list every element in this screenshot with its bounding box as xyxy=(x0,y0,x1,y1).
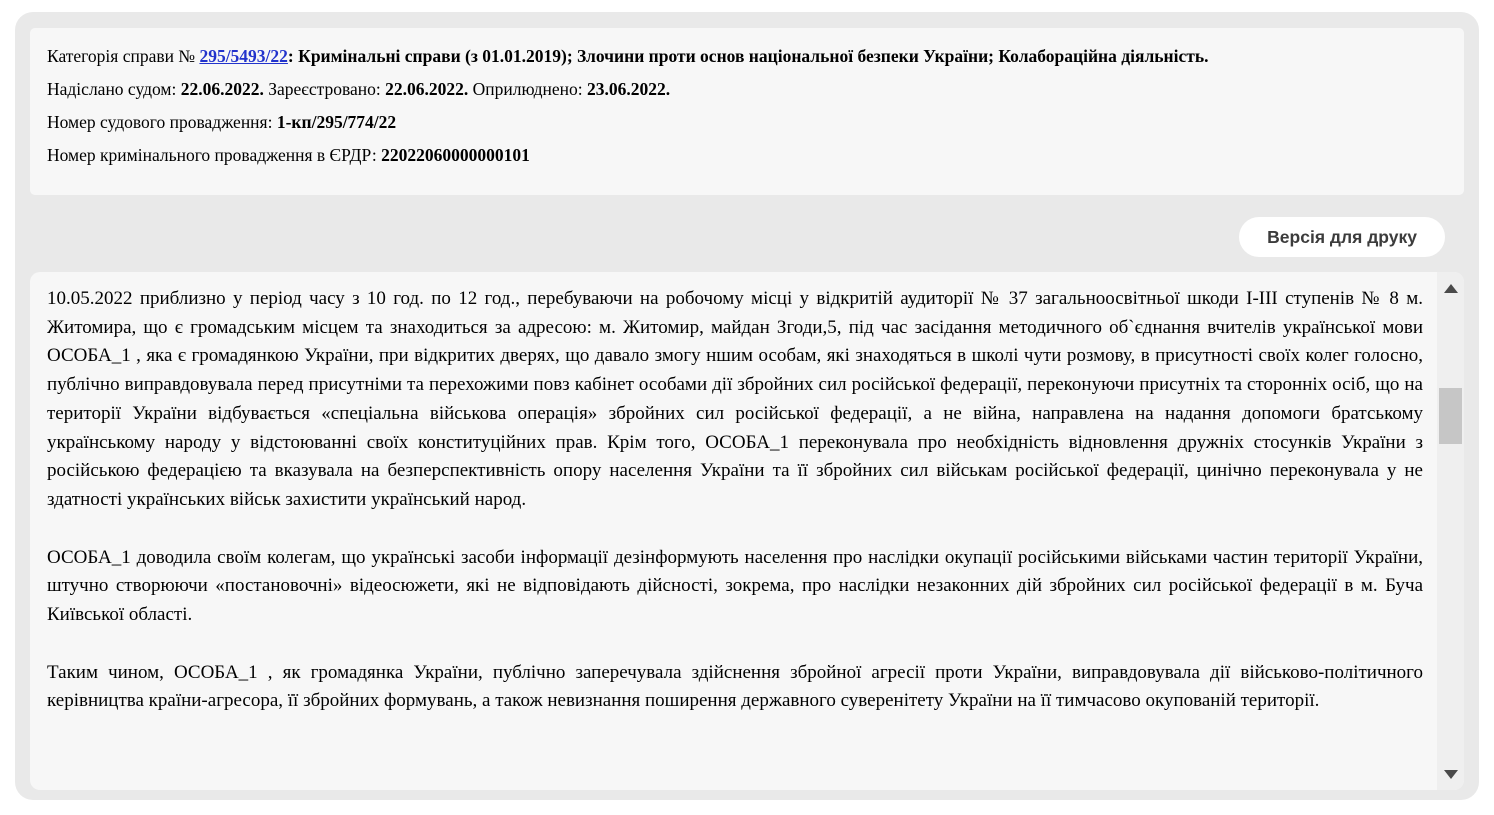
category-value: Кримінальні справи (з 01.01.2019); Злочини проти основ національної безпеки України; Колабораційна діяльність. xyxy=(298,46,1209,66)
decision-text xyxy=(47,285,1423,782)
case-meta-panel xyxy=(30,28,1464,195)
registered-date: 22.06.2022. xyxy=(385,79,469,99)
scroll-up-button[interactable] xyxy=(1437,276,1464,300)
published-date: 23.06.2022. xyxy=(587,79,671,99)
proceeding-number: 1-кп/295/774/22 xyxy=(276,112,397,132)
category-separator: : xyxy=(287,46,299,66)
published-label: Оприлюднено: xyxy=(468,79,588,99)
erdr-label: Номер кримінального провадження в ЄРДР: xyxy=(47,145,382,165)
sent-label: Надіслано судом: xyxy=(47,79,181,99)
dates-line xyxy=(47,79,1448,100)
case-number-link[interactable]: 295/5493/22 xyxy=(199,46,288,66)
scroll-down-icon xyxy=(1444,770,1458,779)
scroll-thumb[interactable] xyxy=(1439,388,1462,444)
decision-paragraph: ОСОБА_1 доводила своїм колегам, що українські засоби інформації дезінформують населення про наслідки окупації російськими військами частин території України, штучно створюючи «постановочні» відеосюжети, які не відповідають дійсності, зокрема, про наслідки незаконних дій збройних сил російської федерації в м. Буча Київської області. xyxy=(47,546,1423,626)
erdr-line xyxy=(47,145,1448,166)
decision-text-panel xyxy=(30,272,1464,790)
decision-paragraph: 10.05.2022 приблизно у період часу з 10 год. по 12 год., перебуваючи на робочому місці у відкритій аудиторії № 37 загальноосвітньої шкоди І-ІІІ ступенів № 8 м. Житомира, що є громадським місцем та знаходиться за адресою: м. Житомир, майдан Згоди,5, під час засідання методичного об`єднання вчителів української мови ОСОБА_1 , яка є громадянкою України, при відкритих дверях, що давало змогу ншим особам, які знаходяться в школі чути розмову, в присутності своїх колег голосно, публічно виправдовувала перед присутніми та перехожими повз кабінет особами дії збройних сил російської федерації, переконуючи присутніх та сторонніх осіб, що на території України відбувається «спеціальна військова операція» збройних сил російської федерації, а не війна, направлена на надання допомоги братському українському народу у відстоюванні своїх конституційних прав. Крім того, ОСОБА_1 переконувала про необхідність відновлення дружніх стосунків України з російською федерацією та вказувала на безперспективність опору населення України та її збройних сил військам російської федерації, цинічно переконувала у не здатності українських військ захистити український народ. xyxy=(47,288,1423,510)
scrollbar[interactable] xyxy=(1437,272,1464,790)
scroll-up-icon xyxy=(1444,284,1458,293)
scroll-down-button[interactable] xyxy=(1437,762,1464,786)
registered-label: Зареєстровано: xyxy=(263,79,386,99)
category-line xyxy=(47,46,1448,67)
erdr-number: 22022060000000101 xyxy=(381,145,530,165)
decision-paragraph: Таким чином, ОСОБА_1 , як громадянка України, публічно заперечувала здійснення збройної агресії проти України, виправдовувала дії військово-політичного керівництва країни-агресора, її збройних формувань, а також невизнання поширення державного суверенітету України на її тимчасово окупованій території. xyxy=(47,661,1423,712)
proceeding-label: Номер судового провадження: xyxy=(47,112,277,132)
sent-date: 22.06.2022. xyxy=(180,79,264,99)
case-card xyxy=(15,12,1479,800)
proceeding-line xyxy=(47,112,1448,133)
print-version-button[interactable]: Версія для друку xyxy=(1239,217,1445,257)
category-label: Категорія справи № xyxy=(47,46,200,66)
